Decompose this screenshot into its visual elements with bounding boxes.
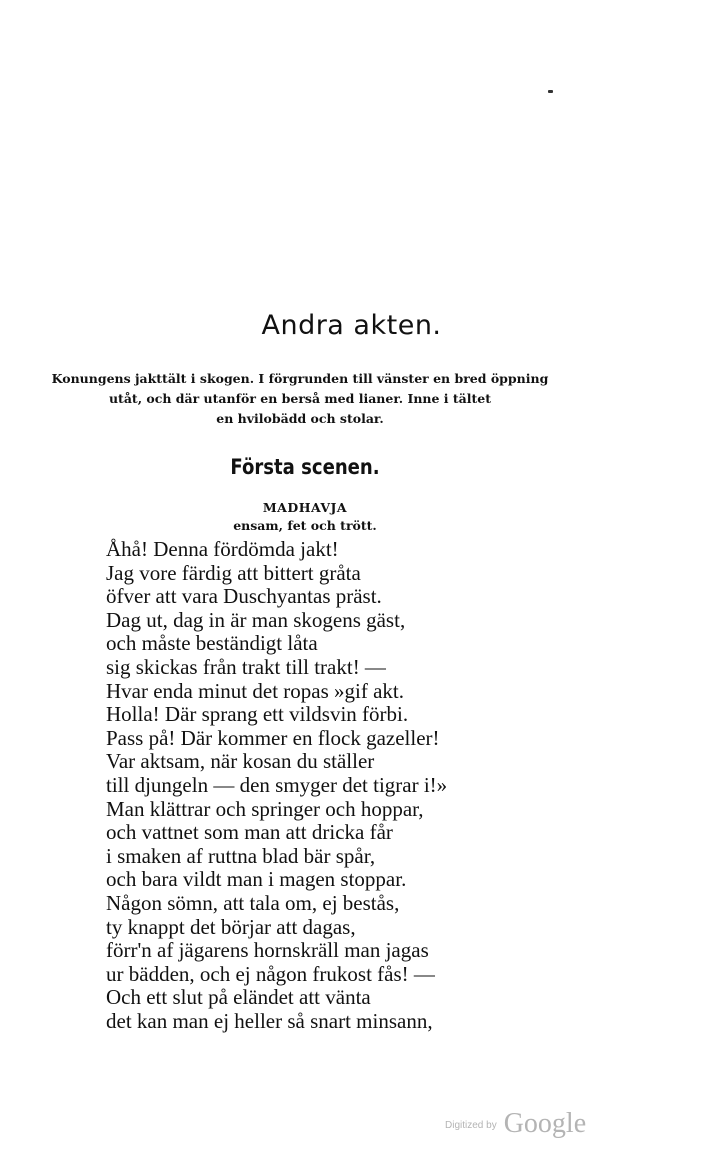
verse-line: Och ett slut på eländet att vänta [106, 985, 371, 1010]
verse-line: Man klättrar och springer och hoppar, [106, 796, 424, 821]
stage-direction [30, 369, 570, 429]
stage-direction-line: en hvilobädd och stolar. [216, 411, 384, 426]
stage-direction-line: Konungens jakttält i skogen. I förgrunden till vänster en bred öppning [51, 371, 549, 386]
act-title: Andra akten. [261, 310, 442, 341]
verse-line: och bara vildt man i magen stoppar. [106, 867, 407, 892]
verse-line: och vattnet som man att dricka får [106, 820, 393, 845]
verse-line: öfver att vara Duschyantas präst. [106, 584, 382, 609]
verse-line: Jag vore färdig att bittert gråta [106, 560, 361, 585]
verse-line: Hvar enda minut det ropas »gif akt. [106, 678, 404, 703]
verse-line: Åhå! Denna fördömda jakt! [106, 537, 339, 561]
verse-line: i smaken af ruttna blad bär spår, [106, 843, 376, 868]
stage-direction-line: utåt, och där utanför en berså med lianer. Inne i tältet [108, 391, 492, 406]
speaker-note: ensam, fet och trött. [233, 518, 377, 533]
watermark-brand: Google [503, 1108, 587, 1139]
verse-line: förr'n af jägarens hornskräll man jagas [106, 938, 429, 963]
ink-speck [548, 90, 553, 93]
verse-line: Någon sömn, att tala om, ej bestås, [106, 890, 400, 915]
verse-line: ty knappt det börjar att dagas, [106, 914, 356, 939]
verse-line: Holla! Där sprang ett vildsvin förbi. [106, 702, 409, 727]
verse-line: och måste beständigt låta [106, 631, 318, 656]
watermark-prefix: Digitized by [445, 1120, 497, 1131]
digitized-watermark [445, 1108, 586, 1140]
verse [106, 538, 447, 1033]
speaker-name: MADHAVJA [262, 500, 348, 515]
verse-line: Pass på! Där kommer en flock gazeller! [106, 725, 440, 750]
verse-line: ur bädden, och ej någon frukost fås! — [106, 961, 435, 986]
verse-line: sig skickas från trakt till trakt! — [106, 654, 386, 679]
verse-line: Var aktsam, när kosan du ställer [106, 749, 375, 774]
verse-line: till djungeln — den smyger det tigrar i!» [106, 772, 448, 797]
scene-title: Första scenen. [230, 455, 380, 479]
verse-line: det kan man ej heller så snart minsann, [106, 1008, 433, 1033]
verse-line: Dag ut, dag in är man skogens gäst, [106, 607, 406, 632]
